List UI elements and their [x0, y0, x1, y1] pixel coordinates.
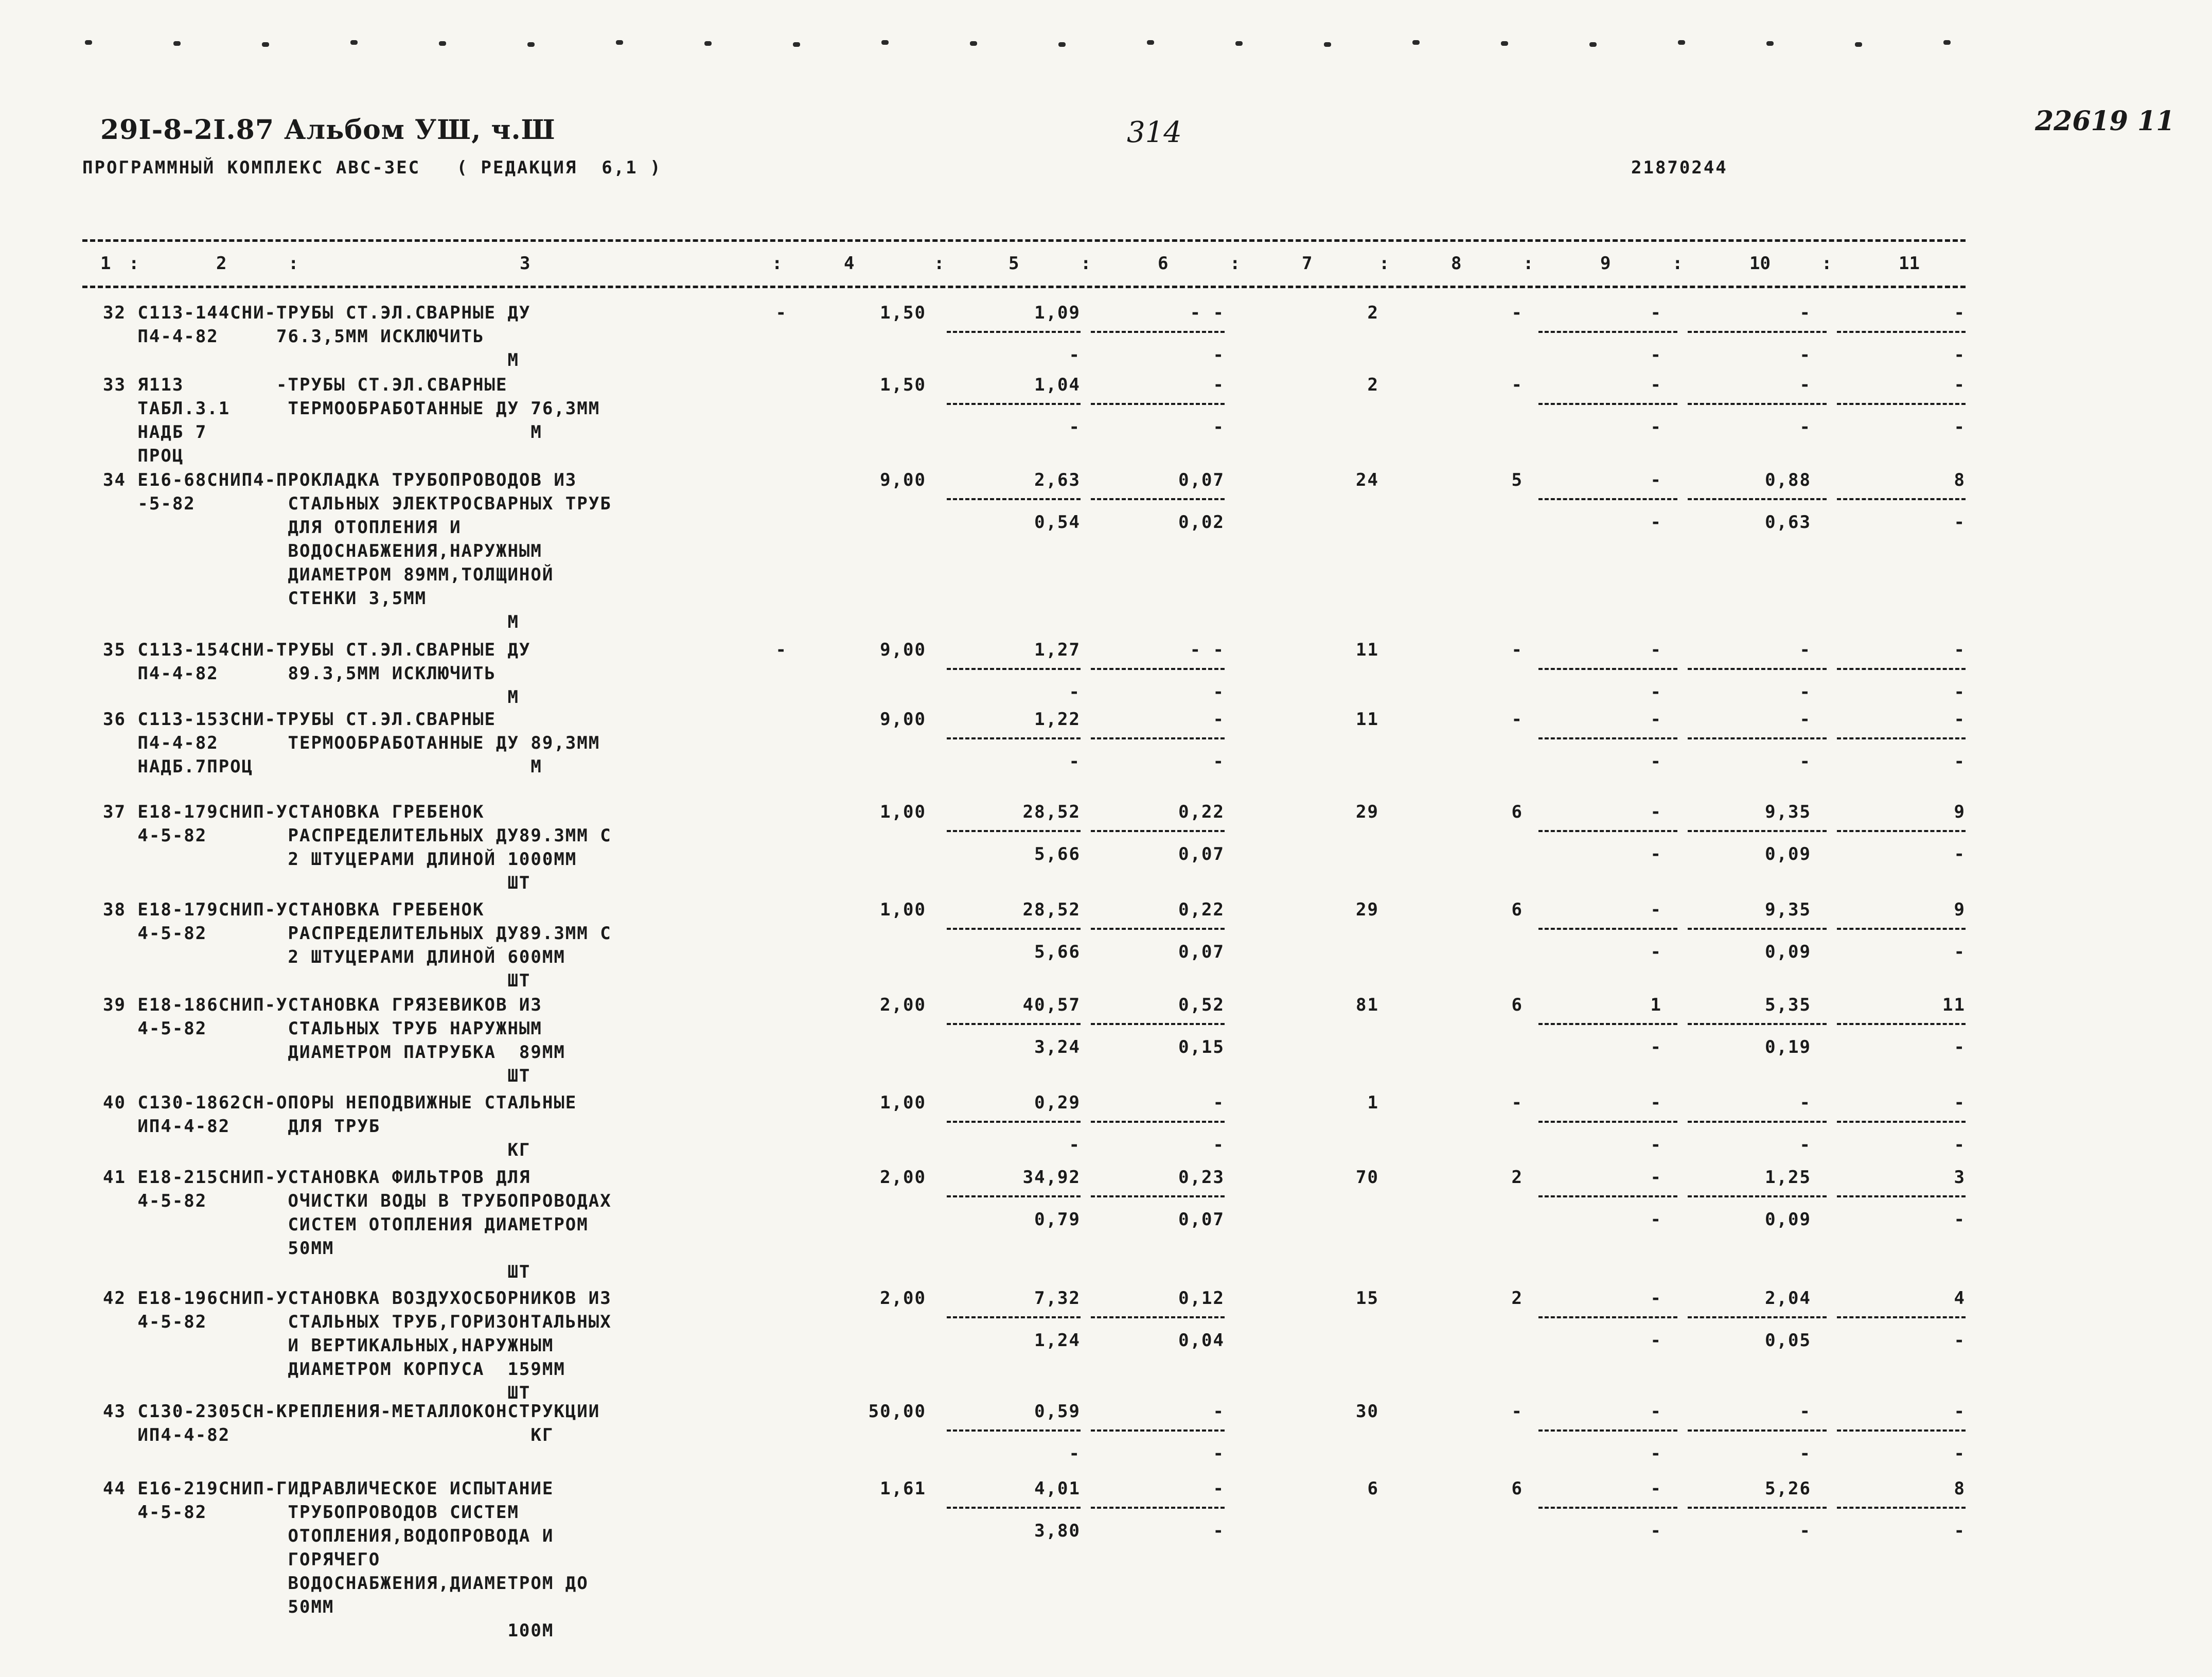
cell-divider: [947, 498, 1081, 500]
cell-col5-bottom: -: [1069, 417, 1081, 437]
cell-col4: 50,00: [868, 1401, 926, 1422]
cell-divider: [1688, 1507, 1827, 1509]
cell-col6-top: -: [1213, 1478, 1225, 1499]
cell-col7: 2: [1367, 303, 1379, 323]
cell-col9-top: -: [1650, 899, 1662, 920]
cell-divider: [1837, 1121, 1966, 1123]
cell-col5-bottom: -: [1069, 751, 1081, 772]
cell-divider: [1837, 1507, 1966, 1509]
cell-divider: [1091, 1023, 1225, 1025]
cell-col8: -: [1511, 709, 1523, 730]
cell-col11-top: 9: [1954, 899, 1966, 920]
cell-col7: 11: [1356, 640, 1379, 660]
cell-divider: [1688, 668, 1827, 670]
cell-col10-top: -: [1799, 1401, 1811, 1422]
cell-col4: 1,50: [880, 303, 926, 323]
cell-divider: [1091, 1507, 1225, 1509]
cell-col9-top: -: [1650, 303, 1662, 323]
cell-col9-top: -: [1650, 1092, 1662, 1113]
cell-divider: [1538, 498, 1677, 500]
cell-col3: -: [775, 640, 787, 660]
column-header: 3: [520, 253, 530, 274]
cell-col11-bottom: -: [1954, 1209, 1966, 1230]
cell-col9-bottom: -: [1650, 345, 1662, 365]
top-dot: [793, 42, 800, 47]
cell-col7: 2: [1367, 375, 1379, 395]
cell-col7: 29: [1356, 899, 1379, 920]
cell-divider: [1538, 1121, 1677, 1123]
column-header: 8: [1451, 253, 1462, 274]
cell-divider: [1538, 403, 1677, 405]
album-title: 29I-8-2I.87 Альбом УШ, ч.Ш: [100, 114, 556, 146]
cell-divider: [947, 1429, 1081, 1432]
cell-col5-top: 40,57: [1022, 995, 1081, 1015]
cell-col5-top: 0,59: [1034, 1401, 1081, 1422]
cell-col11-bottom: -: [1954, 512, 1966, 533]
cell-col6-bottom: -: [1213, 345, 1225, 365]
cell-col6-bottom: -: [1213, 1521, 1225, 1541]
cell-col5-top: 1,27: [1034, 640, 1081, 660]
cell-divider: [1091, 928, 1225, 930]
cell-col6-bottom: 0,07: [1178, 942, 1225, 962]
cell-col4: 2,00: [880, 995, 926, 1015]
cell-divider: [947, 331, 1081, 333]
cell-col9-bottom: -: [1650, 512, 1662, 533]
cell-divider: [1688, 1195, 1827, 1197]
cell-divider: [1837, 928, 1966, 930]
column-header: 5: [1008, 253, 1019, 274]
header-bottom-rule: [82, 286, 1966, 288]
cell-divider: [1688, 830, 1827, 832]
cell-col10-bottom: -: [1799, 1135, 1811, 1155]
top-dot: [1324, 42, 1331, 47]
cell-col4: 1,00: [880, 802, 926, 822]
cell-col8: 6: [1511, 1478, 1523, 1499]
cell-col8: -: [1511, 640, 1523, 660]
cell-col10-bottom: 0,19: [1765, 1037, 1811, 1057]
cell-col3: -: [775, 303, 787, 323]
top-dot: [1501, 41, 1508, 46]
cell-divider: [1091, 1316, 1225, 1318]
column-header: 1: [100, 253, 111, 274]
top-dot: [616, 40, 623, 45]
cell-divider: [1538, 668, 1677, 670]
cell-col9-top: -: [1650, 1478, 1662, 1499]
cell-col10-bottom: -: [1799, 345, 1811, 365]
cell-col11-bottom: -: [1954, 682, 1966, 702]
cell-divider: [1837, 1316, 1966, 1318]
cell-divider: [1688, 1121, 1827, 1123]
cell-col9-top: -: [1650, 640, 1662, 660]
cell-col11-bottom: -: [1954, 1330, 1966, 1351]
cell-col8: 2: [1511, 1167, 1523, 1188]
column-header: 4: [844, 253, 855, 274]
cell-col6-top: -: [1213, 1092, 1225, 1113]
cell-col7: 24: [1356, 470, 1379, 490]
corner-handwritten-mark: 22619 11: [2035, 105, 2175, 137]
row-description: 41 Е18-215СНИП-УСТАНОВКА ФИЛЬТРОВ ДЛЯ 4-5-82 ОЧИСТКИ ВОДЫ В ТРУБОПРОВОДАХ СИСТЕМ ОТОПЛЕНИЯ ДИАМЕТРОМ 50ММ ШТ: [103, 1167, 612, 1282]
cell-col9-bottom: -: [1650, 942, 1662, 962]
cell-col6-bottom: 0,15: [1178, 1037, 1225, 1057]
cell-col11-top: -: [1954, 709, 1966, 730]
top-dot: [439, 41, 446, 46]
cell-col10-bottom: 0,05: [1765, 1330, 1811, 1351]
cell-col5-top: 0,29: [1034, 1092, 1081, 1113]
cell-divider: [1688, 928, 1827, 930]
cell-col11-top: -: [1954, 303, 1966, 323]
top-dot: [173, 41, 181, 46]
cell-col10-bottom: -: [1799, 682, 1811, 702]
cell-divider: [947, 1195, 1081, 1197]
column-separator: :: [1821, 253, 1832, 274]
cell-col6-top: - -: [1190, 640, 1225, 660]
cell-col9-top: -: [1650, 375, 1662, 395]
cell-col8: -: [1511, 303, 1523, 323]
cell-col7: 1: [1367, 1092, 1379, 1113]
row-description: 43 С130-2305СН-КРЕПЛЕНИЯ-МЕТАЛЛОКОНСТРУКЦИИ ИП4-4-82 КГ: [103, 1401, 600, 1445]
cell-col4: 1,61: [880, 1478, 926, 1499]
cell-col9-top: 1: [1650, 995, 1662, 1015]
cell-col4: 2,00: [880, 1167, 926, 1188]
row-description: 36 С113-153СНИ-ТРУБЫ СТ.ЭЛ.СВАРНЫЕ П4-4-82 ТЕРМООБРАБОТАННЫЕ ДУ 89,3ММ НАДБ.7ПРОЦ М: [103, 709, 600, 777]
column-separator: :: [1672, 253, 1683, 274]
column-header: 6: [1158, 253, 1169, 274]
cell-col5-bottom: 5,66: [1034, 942, 1081, 962]
cell-divider: [1091, 403, 1225, 405]
cell-col5-top: 28,52: [1022, 899, 1081, 920]
cell-divider: [1538, 1023, 1677, 1025]
column-separator: :: [1081, 253, 1091, 274]
cell-col11-bottom: -: [1954, 1521, 1966, 1541]
column-header: 7: [1302, 253, 1313, 274]
cell-col5-bottom: -: [1069, 1135, 1081, 1155]
cell-col11-bottom: -: [1954, 751, 1966, 772]
cell-col10-bottom: -: [1799, 417, 1811, 437]
cell-col9-bottom: -: [1650, 1521, 1662, 1541]
cell-col11-top: 4: [1954, 1288, 1966, 1309]
cell-col6-top: 0,07: [1178, 470, 1225, 490]
cell-col10-bottom: 0,63: [1765, 512, 1811, 533]
cell-col6-bottom: -: [1213, 1135, 1225, 1155]
cell-col6-bottom: 0,07: [1178, 1209, 1225, 1230]
cell-col7: 70: [1356, 1167, 1379, 1188]
column-header: 9: [1600, 253, 1611, 274]
cell-divider: [1837, 1195, 1966, 1197]
cell-col7: 81: [1356, 995, 1379, 1015]
cell-col10-top: 1,25: [1765, 1167, 1811, 1188]
cell-divider: [1837, 498, 1966, 500]
cell-col5-top: 34,92: [1022, 1167, 1081, 1188]
cell-col9-top: -: [1650, 470, 1662, 490]
cell-col6-top: -: [1213, 375, 1225, 395]
cell-col6-bottom: -: [1213, 1443, 1225, 1464]
cell-col8: -: [1511, 1092, 1523, 1113]
cell-col5-bottom: -: [1069, 682, 1081, 702]
cell-col8: -: [1511, 1401, 1523, 1422]
cell-col6-top: 0,52: [1178, 995, 1225, 1015]
cell-col5-bottom: 5,66: [1034, 844, 1081, 864]
cell-divider: [1091, 1429, 1225, 1432]
cell-divider: [947, 1316, 1081, 1318]
cell-divider: [1837, 668, 1966, 670]
row-description: 34 Е16-68СНИП4-ПРОКЛАДКА ТРУБОПРОВОДОВ ИЗ -5-82 СТАЛЬНЫХ ЭЛЕКТРОСВАРНЫХ ТРУБ ДЛЯ ОТОПЛЕНИЯ И ВОДОСНАБЖЕНИЯ,НАРУЖНЫМ ДИАМЕТРОМ 89ММ,ТОЛЩИНОЙ СТЕНКИ 3,5ММ М: [103, 470, 612, 632]
cell-divider: [1837, 737, 1966, 739]
top-dot: [85, 40, 92, 45]
cell-col5-bottom: 3,24: [1034, 1037, 1081, 1057]
cell-col11-top: 8: [1954, 1478, 1966, 1499]
top-dot: [1412, 40, 1420, 45]
top-dot: [1855, 42, 1862, 47]
top-dot: [970, 41, 977, 46]
cell-col10-top: -: [1799, 303, 1811, 323]
cell-divider: [1091, 830, 1225, 832]
cell-col5-bottom: -: [1069, 1443, 1081, 1464]
cell-divider: [1837, 403, 1966, 405]
cell-divider: [947, 1121, 1081, 1123]
cell-col9-bottom: -: [1650, 682, 1662, 702]
row-description: 40 С130-1862СН-ОПОРЫ НЕПОДВИЖНЫЕ СТАЛЬНЫЕ ИП4-4-82 ДЛЯ ТРУБ КГ: [103, 1092, 577, 1160]
top-dot: [1147, 40, 1154, 45]
cell-col8: 5: [1511, 470, 1523, 490]
top-dot: [350, 40, 358, 45]
cell-col6-top: -: [1213, 709, 1225, 730]
cell-col9-top: -: [1650, 1167, 1662, 1188]
cell-col11-top: -: [1954, 1401, 1966, 1422]
top-dot: [527, 42, 535, 47]
cell-divider: [1538, 1316, 1677, 1318]
cell-col11-bottom: -: [1954, 1443, 1966, 1464]
cell-col6-bottom: -: [1213, 417, 1225, 437]
cell-col10-top: 9,35: [1765, 899, 1811, 920]
cell-col9-top: -: [1650, 802, 1662, 822]
cell-col11-top: 11: [1942, 995, 1966, 1015]
cell-divider: [1688, 498, 1827, 500]
cell-divider: [1091, 737, 1225, 739]
cell-col9-bottom: -: [1650, 1443, 1662, 1464]
cell-col5-top: 1,04: [1034, 375, 1081, 395]
cell-col10-top: -: [1799, 640, 1811, 660]
cell-col7: 15: [1356, 1288, 1379, 1309]
column-separator: :: [1379, 253, 1390, 274]
program-line: ПРОГРАММНЫЙ КОМПЛЕКС АВС-ЗЕС ( РЕДАКЦИЯ 6,1 ): [82, 157, 662, 178]
row-description: 33 Я113 -ТРУБЫ СТ.ЭЛ.СВАРНЫЕ ТАБЛ.3.1 ТЕРМООБРАБОТАННЫЕ ДУ 76,3ММ НАДБ 7 М ПРОЦ: [103, 375, 600, 466]
cell-divider: [1688, 331, 1827, 333]
cell-col10-top: -: [1799, 1092, 1811, 1113]
cell-col6-bottom: -: [1213, 751, 1225, 772]
cell-col6-top: 0,22: [1178, 802, 1225, 822]
cell-col7: 30: [1356, 1401, 1379, 1422]
top-dot: [881, 40, 889, 45]
cell-divider: [1688, 1316, 1827, 1318]
cell-divider: [1538, 737, 1677, 739]
row-description: 37 Е18-179СНИП-УСТАНОВКА ГРЕБЕНОК 4-5-82 РАСПРЕДЕЛИТЕЛЬНЫХ ДУ89.3ММ С 2 ШТУЦЕРАМИ ДЛИНОЙ 1000ММ ШТ: [103, 802, 612, 893]
column-separator: :: [129, 253, 139, 274]
cell-col6-top: 0,23: [1178, 1167, 1225, 1188]
cell-col7: 11: [1356, 709, 1379, 730]
cell-divider: [1837, 331, 1966, 333]
top-dot: [262, 42, 269, 47]
cell-divider: [1538, 928, 1677, 930]
cell-divider: [947, 668, 1081, 670]
cell-divider: [1688, 403, 1827, 405]
cell-col11-bottom: -: [1954, 417, 1966, 437]
cell-col4: 9,00: [880, 640, 926, 660]
column-separator: :: [288, 253, 299, 274]
cell-divider: [1688, 737, 1827, 739]
row-description: 35 С113-154СНИ-ТРУБЫ СТ.ЭЛ.СВАРНЫЕ ДУ П4-4-82 89.3,5ММ ИСКЛЮЧИТЬ М: [103, 640, 531, 708]
cell-col9-bottom: -: [1650, 417, 1662, 437]
row-description: 38 Е18-179СНИП-УСТАНОВКА ГРЕБЕНОК 4-5-82 РАСПРЕДЕЛИТЕЛЬНЫХ ДУ89.3ММ С 2 ШТУЦЕРАМИ ДЛИНОЙ 600ММ ШТ: [103, 899, 612, 991]
cell-col11-top: -: [1954, 375, 1966, 395]
row-description: 42 Е18-196СНИП-УСТАНОВКА ВОЗДУХОСБОРНИКОВ ИЗ 4-5-82 СТАЛЬНЫХ ТРУБ,ГОРИЗОНТАЛЬНЫХ И ВЕРТИКАЛЬНЫХ,НАРУЖНЫМ ДИАМЕТРОМ КОРПУСА 159ММ ШТ: [103, 1288, 612, 1403]
cell-col11-bottom: -: [1954, 1037, 1966, 1057]
cell-divider: [1538, 1195, 1677, 1197]
cell-col8: 6: [1511, 802, 1523, 822]
cell-divider: [947, 1023, 1081, 1025]
cell-divider: [1538, 830, 1677, 832]
cell-divider: [947, 830, 1081, 832]
cell-divider: [1091, 1195, 1225, 1197]
cell-col9-bottom: -: [1650, 751, 1662, 772]
cell-divider: [1837, 1429, 1966, 1432]
cell-col6-bottom: 0,04: [1178, 1330, 1225, 1351]
cell-col8: 2: [1511, 1288, 1523, 1309]
cell-col10-bottom: 0,09: [1765, 1209, 1811, 1230]
cell-col9-bottom: -: [1650, 1209, 1662, 1230]
cell-col5-top: 1,09: [1034, 303, 1081, 323]
column-header: 10: [1749, 253, 1771, 274]
cell-col5-top: 2,63: [1034, 470, 1081, 490]
cell-divider: [1091, 498, 1225, 500]
cell-col9-bottom: -: [1650, 1330, 1662, 1351]
column-separator: :: [1230, 253, 1241, 274]
cell-divider: [1688, 1023, 1827, 1025]
column-separator: :: [772, 253, 783, 274]
cell-col8: -: [1511, 375, 1523, 395]
cell-col6-bottom: 0,02: [1178, 512, 1225, 533]
top-dot: [1058, 42, 1066, 47]
cell-col8: 6: [1511, 995, 1523, 1015]
cell-col10-top: -: [1799, 375, 1811, 395]
cell-col9-bottom: -: [1650, 1135, 1662, 1155]
cell-col4: 2,00: [880, 1288, 926, 1309]
cell-col6-bottom: -: [1213, 682, 1225, 702]
row-description: 39 Е18-186СНИП-УСТАНОВКА ГРЯЗЕВИКОВ ИЗ 4-5-82 СТАЛЬНЫХ ТРУБ НАРУЖНЫМ ДИАМЕТРОМ ПАТРУБКА 89ММ ШТ: [103, 995, 565, 1086]
cell-col4: 9,00: [880, 470, 926, 490]
top-dot: [1589, 42, 1597, 47]
cell-col4: 9,00: [880, 709, 926, 730]
cell-col8: 6: [1511, 899, 1523, 920]
cell-col10-bottom: -: [1799, 1443, 1811, 1464]
cell-col10-bottom: -: [1799, 751, 1811, 772]
cell-divider: [1091, 331, 1225, 333]
cell-col6-top: 0,22: [1178, 899, 1225, 920]
cell-divider: [1837, 1023, 1966, 1025]
cell-col6-top: -: [1213, 1401, 1225, 1422]
cell-col11-top: -: [1954, 640, 1966, 660]
cell-col11-top: 9: [1954, 802, 1966, 822]
cell-col5-top: 1,22: [1034, 709, 1081, 730]
cell-col5-bottom: 3,80: [1034, 1521, 1081, 1541]
top-dot: [1235, 41, 1243, 46]
cell-divider: [947, 928, 1081, 930]
cell-col11-top: 8: [1954, 470, 1966, 490]
cell-col5-top: 28,52: [1022, 802, 1081, 822]
cell-divider: [947, 737, 1081, 739]
top-dot: [704, 41, 712, 46]
cell-col10-bottom: 0,09: [1765, 942, 1811, 962]
cell-col10-bottom: -: [1799, 1521, 1811, 1541]
cell-divider: [947, 1507, 1081, 1509]
cell-col7: 6: [1367, 1478, 1379, 1499]
cell-col11-bottom: -: [1954, 942, 1966, 962]
cell-col11-top: -: [1954, 1092, 1966, 1113]
cell-col5-bottom: 1,24: [1034, 1330, 1081, 1351]
cell-col6-top: 0,12: [1178, 1288, 1225, 1309]
page-number: 314: [1127, 116, 1182, 149]
cell-col10-top: 0,88: [1765, 470, 1811, 490]
cell-col10-top: 9,35: [1765, 802, 1811, 822]
cell-col6-bottom: 0,07: [1178, 844, 1225, 864]
cell-col9-top: -: [1650, 709, 1662, 730]
row-description: 32 С113-144СНИ-ТРУБЫ СТ.ЭЛ.СВАРНЫЕ ДУ П4-4-82 76.3,5ММ ИСКЛЮЧИТЬ М: [103, 303, 531, 370]
cell-col11-bottom: -: [1954, 1135, 1966, 1155]
row-description: 44 Е16-219СНИП-ГИДРАВЛИЧЕСКОЕ ИСПЫТАНИЕ 4-5-82 ТРУБОПРОВОДОВ СИСТЕМ ОТОПЛЕНИЯ,ВОДОПРОВОДА И ГОРЯЧЕГО ВОДОСНАБЖЕНИЯ,ДИАМЕТРОМ ДО 50ММ 100М: [103, 1478, 589, 1641]
cell-col9-top: -: [1650, 1288, 1662, 1309]
cell-col10-top: 5,35: [1765, 995, 1811, 1015]
column-header: 2: [216, 253, 227, 274]
cell-col9-bottom: -: [1650, 1037, 1662, 1057]
cell-col11-bottom: -: [1954, 844, 1966, 864]
top-dot: [1766, 41, 1774, 46]
column-separator: :: [1523, 253, 1534, 274]
cell-col6-top: - -: [1190, 303, 1225, 323]
cell-col5-bottom: 0,79: [1034, 1209, 1081, 1230]
cell-col9-bottom: -: [1650, 844, 1662, 864]
cell-divider: [1538, 331, 1677, 333]
cell-col4: 1,50: [880, 375, 926, 395]
cell-divider: [1091, 1121, 1225, 1123]
cell-col10-top: 2,04: [1765, 1288, 1811, 1309]
cell-divider: [947, 403, 1081, 405]
cell-col10-top: 5,26: [1765, 1478, 1811, 1499]
cell-divider: [1538, 1429, 1677, 1432]
cell-col10-top: -: [1799, 709, 1811, 730]
cell-col5-bottom: -: [1069, 345, 1081, 365]
top-dot: [1678, 40, 1685, 45]
document-code: 21870244: [1631, 157, 1728, 178]
cell-col5-top: 4,01: [1034, 1478, 1081, 1499]
column-header: 11: [1899, 253, 1920, 274]
cell-divider: [1538, 1507, 1677, 1509]
cell-col5-bottom: 0,54: [1034, 512, 1081, 533]
column-separator: :: [934, 253, 945, 274]
cell-divider: [1091, 668, 1225, 670]
cell-col11-top: 3: [1954, 1167, 1966, 1188]
cell-divider: [1688, 1429, 1827, 1432]
table-top-rule: [82, 239, 1966, 242]
cell-divider: [1837, 830, 1966, 832]
cell-col11-bottom: -: [1954, 345, 1966, 365]
cell-col10-bottom: 0,09: [1765, 844, 1811, 864]
cell-col4: 1,00: [880, 899, 926, 920]
cell-col4: 1,00: [880, 1092, 926, 1113]
cell-col5-top: 7,32: [1034, 1288, 1081, 1309]
top-dot: [1943, 40, 1951, 45]
cell-col7: 29: [1356, 802, 1379, 822]
cell-col9-top: -: [1650, 1401, 1662, 1422]
